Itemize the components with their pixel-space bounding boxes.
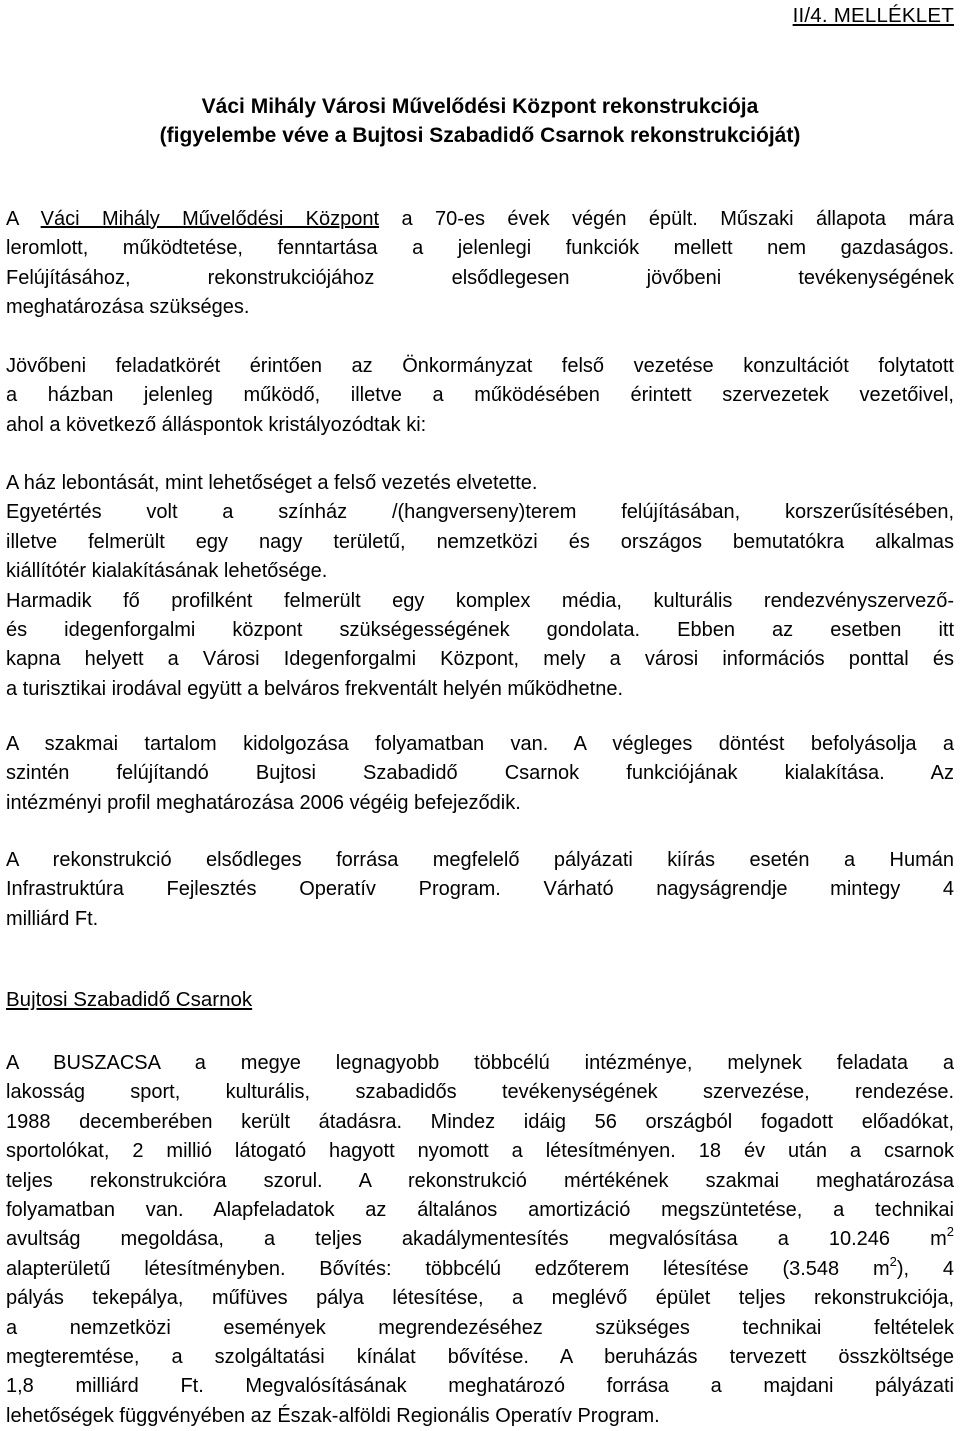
text-line: A Váci Mihály Művelődési Központ a 70-es évek végén épült. Műszaki állapota mára — [6, 208, 955, 230]
buszacsa-paragraph — [6, 1049, 954, 1431]
text-line: alapterületű létesítményben. Bővítés: többcélú edzőterem létesítése (3.548 $m^2$), 4 — [6, 1253, 954, 1280]
text-line: Jövőbeni feladatkörét érintően az Önkormányzat felső vezetése konzultációt folytatott — [6, 355, 954, 377]
text-line: A ház lebontását, mint lehetőséget a felső vezetés elvetette. — [6, 472, 538, 494]
text-line: teljes rekonstrukcióra szorul. A rekonstrukció mértékének szakmai meghatározása — [6, 1169, 954, 1192]
text-line: Infrastruktúra Fejlesztés Operatív Program. Várható nagyságrendje mintegy 4 — [6, 878, 954, 901]
text-line: a nemzetközi események megrendezéséhez szükséges technikai feltételek — [6, 1316, 954, 1339]
text-line: és idegenforgalmi központ szükségességének gondolata. Ebben az esetben itt — [6, 619, 954, 642]
text-line: lakosság sport, kulturális, szabadidős tevékenységének szervezése, rendezése. — [6, 1081, 954, 1104]
text-line: avultság megoldása, a teljes akadálymentesítés megvalósítása a 10.246 $m^2$ — [6, 1224, 954, 1251]
text-line: Harmadik fő profilként felmerült egy komplex média, kulturális rendezvényszervező- — [6, 589, 954, 612]
text-line: kapna helyett a Városi Idegenforgalmi Központ, mely a városi információs ponttal és — [6, 648, 954, 671]
text-line: 1988 decemberében került átadásra. Mindez idáig 56 országból fogadott előadókat, — [6, 1110, 954, 1133]
vmk-consultation-paragraph — [6, 352, 954, 440]
text-line: illetve felmerült egy nagy területű, nemzetközi és országos bemutatókra alkalmas — [6, 530, 954, 553]
vmk-funding-paragraph — [6, 846, 954, 934]
buszacsa-section-heading: Bujtosi Szabadidő Csarnok — [6, 988, 253, 1011]
superscript: 2 — [889, 1253, 897, 1269]
document-title — [0, 92, 960, 150]
text-line: Egyetértés volt a színház /(hangverseny)terem felújításában, korszerűsítésében, — [6, 501, 954, 524]
text-line: A rekonstrukció elsődleges forrása megfelelő pályázati kiírás esetén a Humán — [6, 849, 954, 871]
superscript: 2 — [946, 1224, 954, 1240]
title-line-1: Váci Mihály Városi Művelődési Központ rekonstrukciója — [201, 95, 759, 118]
text-line: megteremtése, a szolgáltatási kínálat bővítése. A beruházás tervezett összköltsége — [6, 1346, 954, 1369]
vmk-intro-paragraph — [6, 205, 954, 323]
vmk-status-paragraph — [6, 730, 954, 818]
attachment-label: II/4. MELLÉKLET — [792, 4, 954, 27]
text-line: intézményi profil meghatározása 2006 végéig befejeződik. — [6, 791, 521, 814]
text-line: leromlott, működtetése, fenntartása a jelenlegi funkciók mellett nem gazdaságos. — [6, 237, 954, 260]
text-line: kiállítótér kialakításának lehetősége. — [6, 560, 328, 583]
text-line: meghatározása szükséges. — [6, 296, 250, 319]
text-line: 1,8 milliárd Ft. Megvalósításának meghatározó forrása a majdani pályázati — [6, 1375, 954, 1398]
text-line: szintén felújítandó Bujtosi Szabadidő Csarnok funkciójának kialakítása. Az — [6, 762, 954, 785]
text-line: a házban jelenleg működő, illetve a működésében érintett szervezetek vezetőivel, — [6, 384, 954, 407]
text-line: milliárd Ft. — [6, 907, 99, 930]
text-line: Felújításához, rekonstrukciójához elsődlegesen jövőbeni tevékenységének — [6, 266, 954, 289]
text-line: lehetőségek függvényében az Észak-alföldi Regionális Operatív Program. — [6, 1404, 660, 1427]
vmk-name-underlined: Váci Mihály Művelődési Központ — [40, 208, 380, 230]
vmk-options-paragraph — [6, 469, 954, 704]
text-line: a turisztikai irodával együtt a belváros frekventált helyén működhetne. — [6, 677, 624, 700]
text-line: folyamatban van. Alapfeladatok az általános amortizáció megszüntetése, a technikai — [6, 1199, 954, 1222]
text-line: A BUSZACSA a megye legnagyobb többcélú intézménye, melynek feladata a — [6, 1052, 954, 1074]
title-line-2: (figyelembe véve a Bujtosi Szabadidő Csarnok rekonstrukcióját) — [159, 124, 801, 147]
text-line: pályás tekepálya, műfüves pálya létesítése, a meglévő épület teljes rekonstrukciója, — [6, 1287, 954, 1310]
text-line: ahol a következő álláspontok kristályozódtak ki: — [6, 413, 427, 436]
text-line: A szakmai tartalom kidolgozása folyamatban van. A végleges döntést befolyásolja a — [6, 733, 954, 755]
text-line: sportolókat, 2 millió látogató hagyott nyomott a létesítményen. 18 év után a csarnok — [6, 1140, 954, 1163]
